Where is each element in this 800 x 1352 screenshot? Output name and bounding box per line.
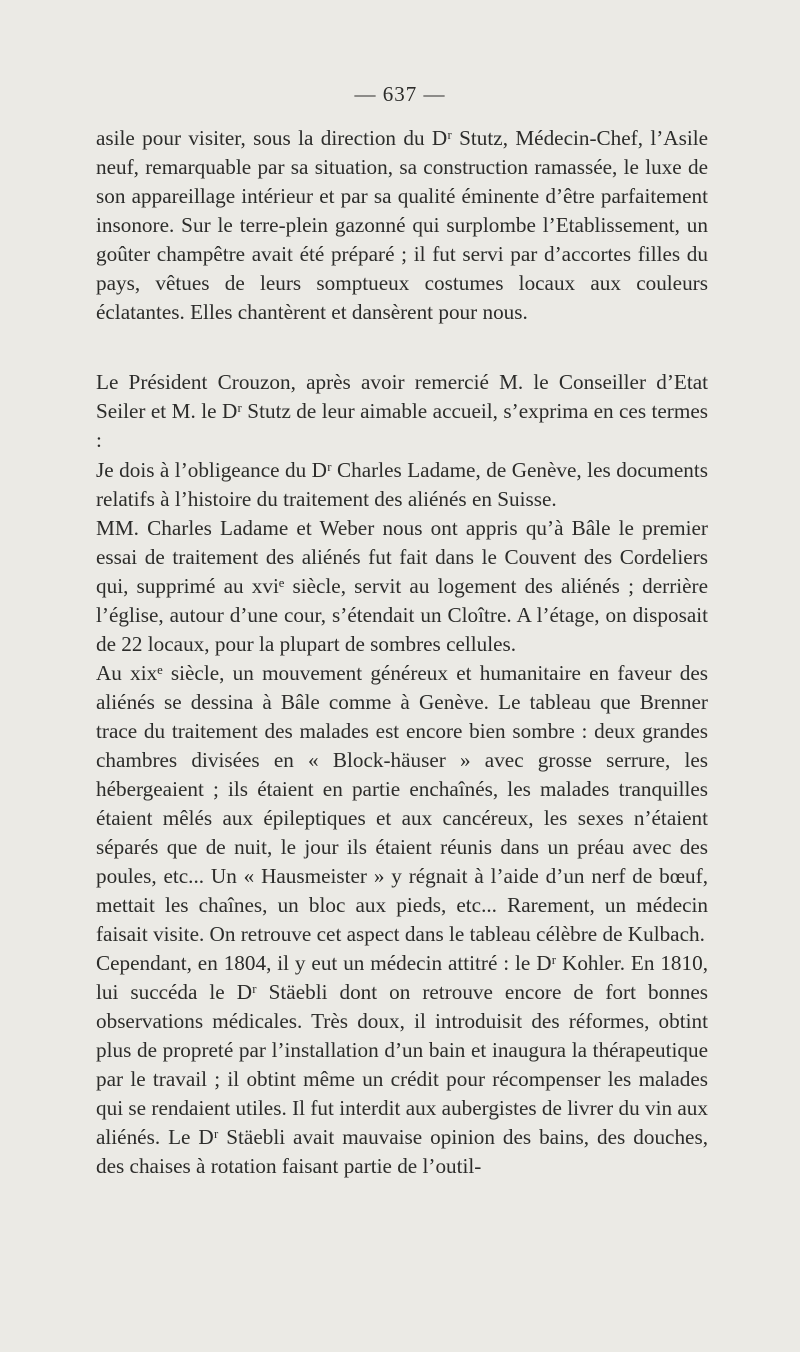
paragraph-2: Le Président Crouzon, après avoir remercié M. le Conseiller d’Etat Seiler et M. le Dʳ Stutz de leur aimable accueil, s’exprima en ces termes : [96, 370, 708, 452]
speech-body [96, 456, 708, 1181]
paragraph-5: Au xixᵉ siècle, un mouvement généreux et humanitaire en faveur des aliénés se dessina à Bâle comme à Genève. Le tableau que Brenner trace du traitement des malades est encore bien sombre : deux grandes chambres divisées en « Block-häuser » avec grosse serrure, les hébergeaient ; ils étaient en partie enchaînés, les malades tranquilles étaient mêlés aux épileptiques et aux cancéreux, les sexes n’étaient séparés que de nuit, le jour ils étaient réunis dans un préau avec des poules, etc... Un « Hausmeister » y régnait à l’aide d’un nerf de bœuf, mettait les chaînes, un bloc aux pieds, etc... Rarement, un médecin faisait visite. On retrouve cet aspect dans le tableau célèbre de Kulbach. [96, 661, 708, 946]
paragraph-6: Cependant, en 1804, il y eut un médecin attitré : le Dʳ Kohler. En 1810, lui succéda le Dʳ Stäebli dont on retrouve encore de fort bonnes observations médicales. Très doux, il introduisit des réformes, obtint plus de propreté par l’installation d’un bain et inaugura la thérapeutique par le travail ; il obtint même un crédit pour récompenser les malades qui se rendaient utiles. Il fut interdit aux aubergistes de livrer du vin aux aliénés. Le Dʳ Stäebli avait mauvaise opinion des bains, des douches, des chaises à rotation faisant partie de l’outil- [96, 951, 708, 1178]
paragraph-asile-visit [96, 124, 708, 327]
paragraph-president-crouzon [96, 368, 708, 455]
paragraph-4: MM. Charles Ladame et Weber nous ont appris qu’à Bâle le premier essai de traitement des aliénés fut fait dans le Couvent des Cordeliers qui, supprimé au xviᵉ siècle, servit au logement des aliénés ; derrière l’église, autour d’une cour, s’étendait un Cloître. A l’étage, on disposait de 22 locaux, pour la plupart de sombres cellules. [96, 516, 708, 656]
paragraph-1: asile pour visiter, sous la direction du Dʳ Stutz, Médecin-Chef, l’Asile neuf, remarquable par sa situation, sa construction ramassée, le luxe de son appareillage intérieur et par sa qualité éminente d’être parfaitement insonore. Sur le terre-plein gazonné qui surplombe l’Etablissement, un goûter champêtre avait été préparé ; il fut servi par d’accortes filles du pays, vêtues de leurs somptueux costumes locaux aux couleurs éclatantes. Elles chantèrent et dansèrent pour nous. [96, 126, 708, 324]
page-number: — 637 — [354, 82, 446, 106]
paragraph-3: Je dois à l’obligeance du Dʳ Charles Ladame, de Genève, les documents relatifs à l’histoire du traitement des aliénés en Suisse. [96, 458, 708, 511]
